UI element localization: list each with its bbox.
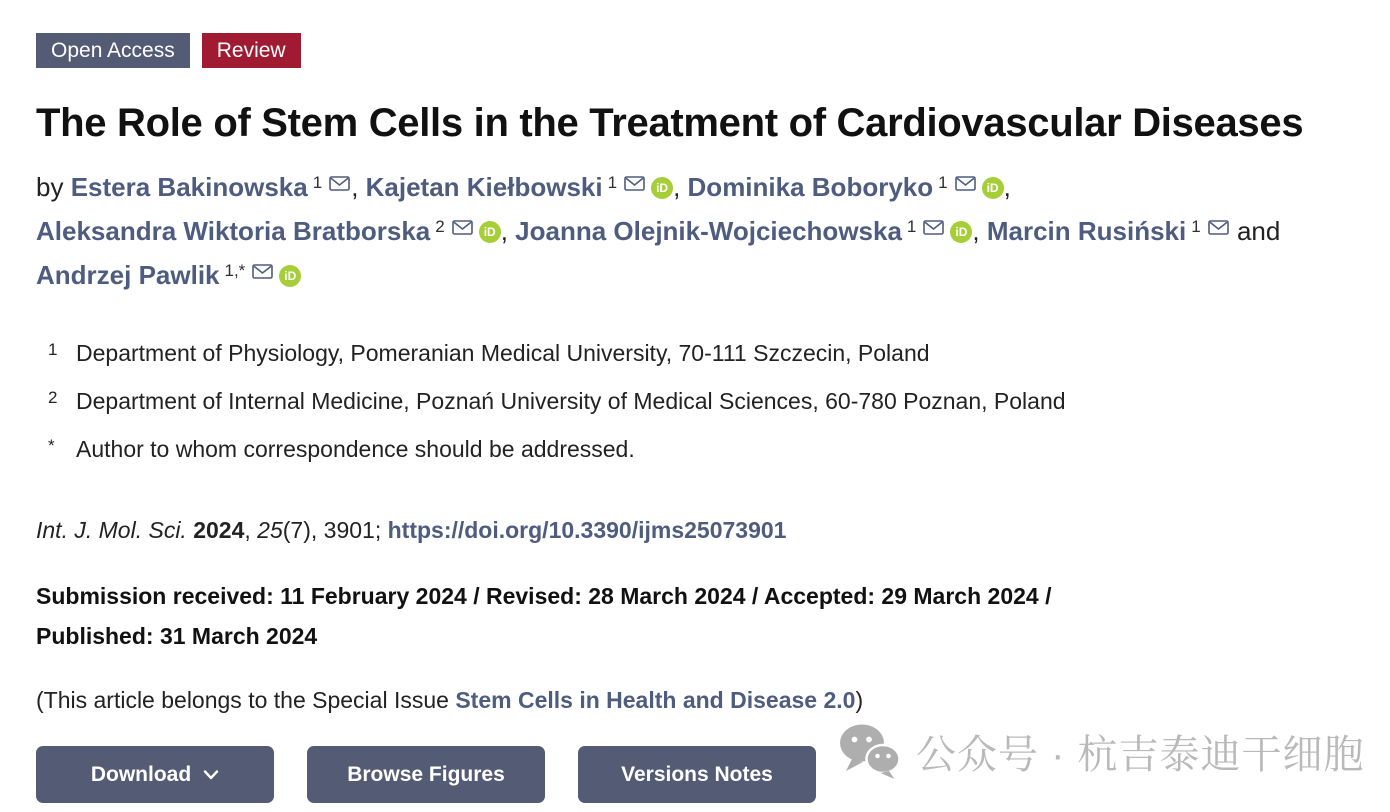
orcid-icon[interactable]: iD	[479, 221, 501, 243]
affiliation-row	[48, 387, 1354, 416]
email-icon[interactable]	[252, 264, 273, 279]
author-separator: ,	[673, 172, 688, 202]
affiliation-marker: 2	[48, 387, 58, 407]
author-separator: and	[1229, 216, 1281, 246]
author-separator: ,	[500, 216, 516, 246]
orcid-icon[interactable]: iD	[651, 177, 673, 199]
citation-volume: 25	[257, 517, 283, 544]
chevron-down-icon	[203, 770, 219, 780]
author-separator: ,	[351, 172, 366, 202]
versions-notes-button-label: Versions Notes	[621, 762, 773, 786]
dates-line-2: Published: 31 March 2024	[36, 623, 318, 650]
affiliation-text: Department of Physiology, Pomeranian Medical University, 70-111 Szczecin, Poland	[76, 340, 930, 366]
email-icon[interactable]	[624, 176, 645, 191]
browse-figures-button-label: Browse Figures	[347, 762, 505, 786]
email-icon[interactable]	[923, 220, 944, 235]
author-separator: ,	[972, 216, 987, 246]
watermark	[838, 722, 1365, 780]
by-label: by	[36, 172, 64, 202]
author-sup: 2	[435, 217, 445, 236]
author-sup: 1	[938, 173, 948, 192]
author-link-rusinski[interactable]: Marcin Rusiński	[986, 216, 1187, 246]
email-icon[interactable]	[955, 176, 976, 191]
special-issue-note	[36, 687, 1354, 714]
special-issue-suffix: )	[855, 687, 864, 714]
review-badge: Review	[202, 33, 301, 68]
dates-line-1: Submission received: 11 February 2024 / Revised: 28 March 2024 / Accepted: 29 March 2024 /	[36, 583, 1052, 610]
author-sup: 1	[312, 173, 323, 192]
email-icon[interactable]	[452, 220, 473, 235]
email-icon[interactable]	[329, 176, 350, 191]
byline-line-2	[36, 207, 1354, 251]
orcid-icon[interactable]: iD	[279, 265, 301, 287]
author-link-bakinowska[interactable]: Estera Bakinowska	[70, 172, 308, 202]
email-icon[interactable]	[1208, 220, 1229, 235]
author-sup: 1	[906, 217, 917, 236]
author-link-boboryko[interactable]: Dominika Boboryko	[687, 172, 934, 202]
orcid-icon[interactable]: iD	[982, 177, 1004, 199]
download-button[interactable]	[36, 746, 274, 803]
affiliation-list	[48, 339, 1354, 463]
special-issue-link[interactable]: Stem Cells in Health and Disease 2.0	[455, 687, 856, 714]
affiliation-marker: *	[48, 435, 55, 455]
citation-issue-pages: (7), 3901;	[282, 517, 382, 544]
journal-name: Int. J. Mol. Sci.	[36, 517, 187, 544]
browse-figures-button[interactable]	[307, 746, 545, 803]
affiliation-row	[48, 339, 1354, 368]
download-button-label: Download	[90, 762, 192, 786]
wechat-icon	[838, 722, 902, 780]
author-link-kielbowski[interactable]: Kajetan Kiełbowski	[365, 172, 603, 202]
article-title: The Role of Stem Cells in the Treatment of Cardiovascular Diseases	[36, 101, 1304, 145]
citation-year: 2024	[193, 517, 245, 544]
versions-notes-button[interactable]	[578, 746, 816, 803]
orcid-icon[interactable]: iD	[950, 221, 972, 243]
author-byline	[36, 163, 1354, 295]
submission-dates	[36, 576, 1354, 656]
special-issue-prefix: (This article belongs to the Special Issue	[36, 687, 449, 714]
byline-line-1	[36, 163, 1354, 207]
badge-row	[36, 33, 1354, 68]
author-sup: 1	[1191, 217, 1201, 236]
author-link-bratborska[interactable]: Aleksandra Wiktoria Bratborska	[36, 216, 431, 246]
affiliation-row	[48, 435, 1354, 464]
author-link-olejnik-wojciechowska[interactable]: Joanna Olejnik-Wojciechowska	[515, 216, 902, 246]
doi-link[interactable]: https://doi.org/10.3390/ijms25073901	[387, 517, 787, 544]
author-sup: 1	[607, 173, 618, 192]
author-separator: ,	[1003, 172, 1011, 202]
author-sup: 1,*	[224, 261, 246, 280]
citation-line	[36, 517, 1354, 544]
byline-line-3	[36, 251, 1354, 295]
author-link-pawlik[interactable]: Andrzej Pawlik	[36, 260, 220, 290]
affiliation-text: Department of Internal Medicine, Poznań University of Medical Sciences, 60-780 Poznan, Poland	[76, 387, 1066, 414]
affiliation-text: Author to whom correspondence should be addressed.	[76, 435, 635, 462]
open-access-badge: Open Access	[36, 33, 190, 68]
affiliation-marker: 1	[48, 340, 58, 359]
citation-separator: ,	[244, 517, 258, 544]
watermark-text: 公众号 · 杭吉泰迪干细胞	[916, 732, 1365, 777]
